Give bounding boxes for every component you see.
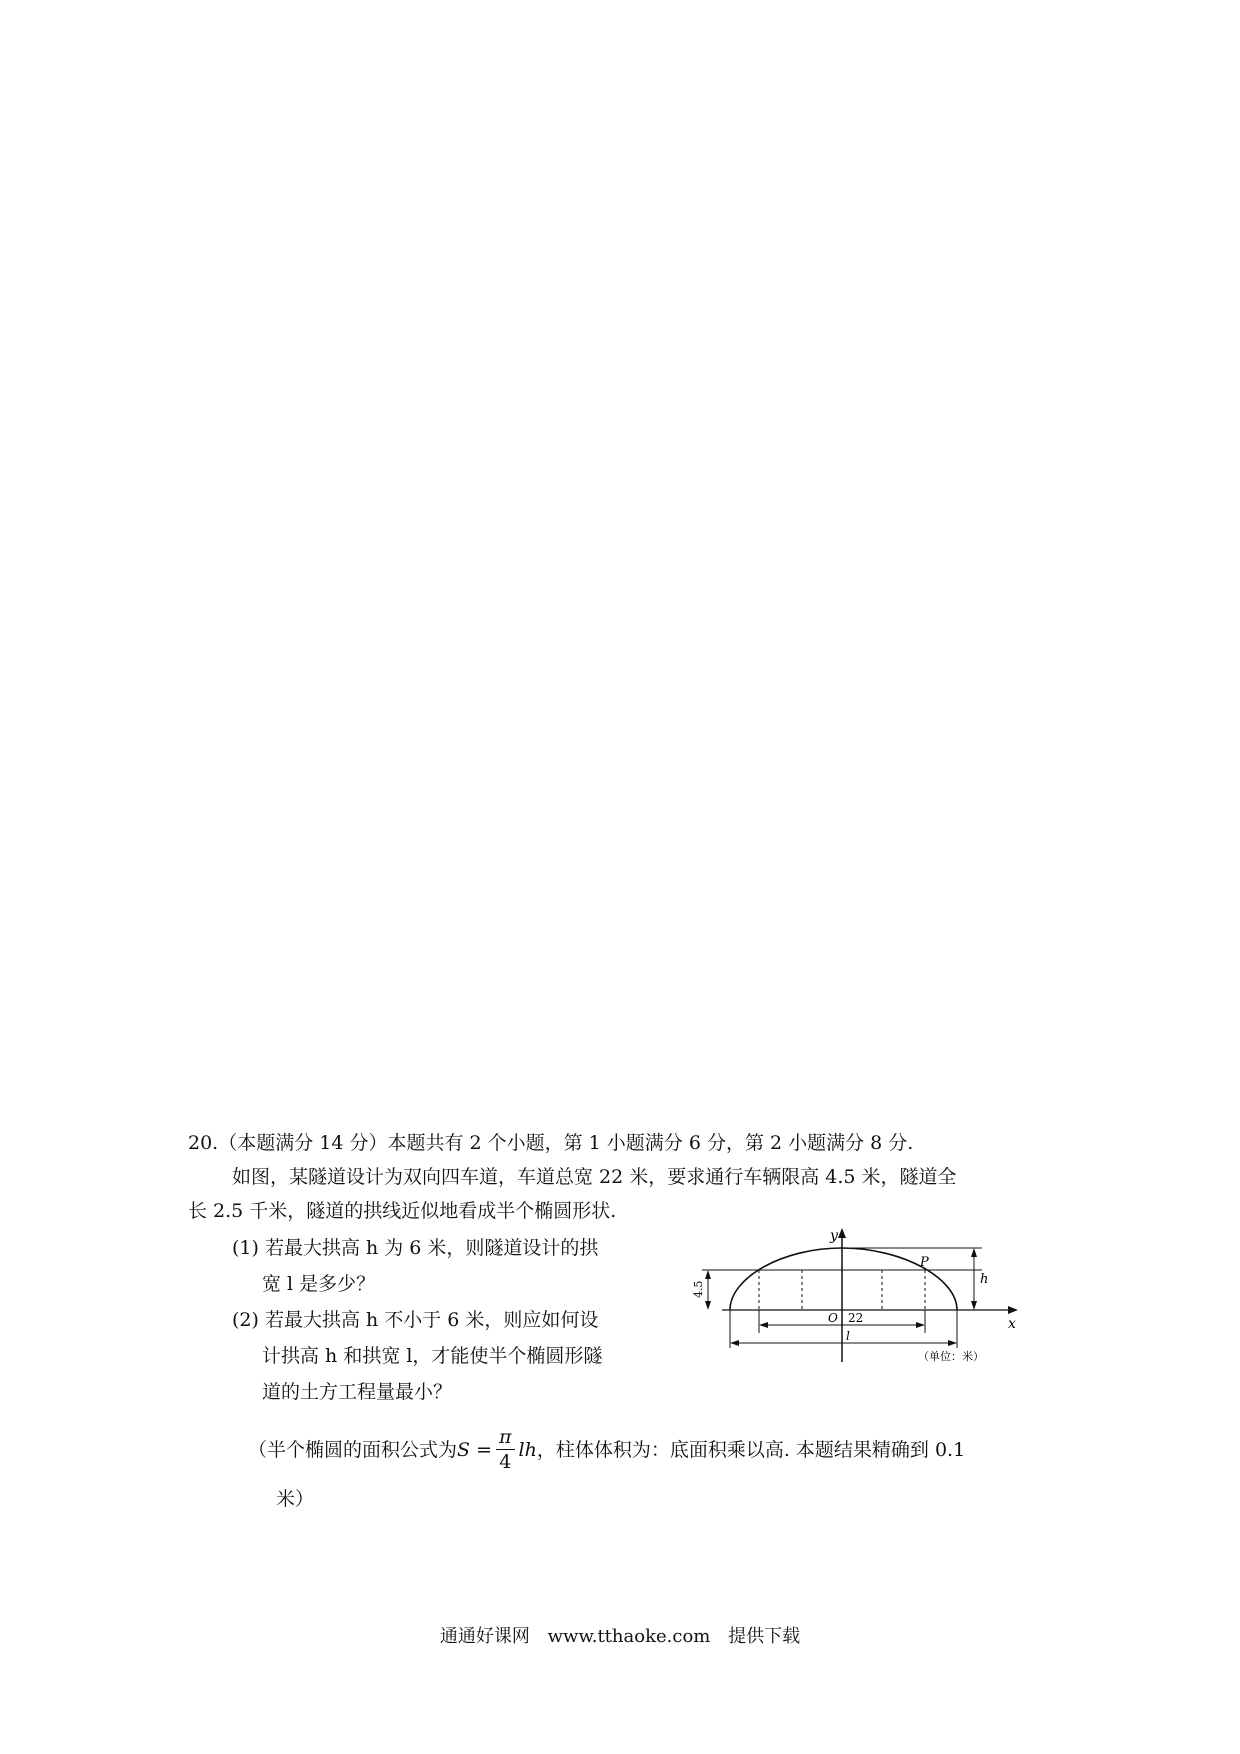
note-suffix: ，柱体体积为：底面积乘以高. 本题结果精确到 0.1 — [536, 1438, 966, 1461]
subquestion-1-line-1: (1) 若最大拱高 h 为 6 米，则隧道设计的拱 — [232, 1237, 599, 1259]
formula-numerator: π — [496, 1425, 515, 1450]
subquestion-1-line-2: 宽 l 是多少？ — [262, 1273, 376, 1295]
footer-url[interactable]: www.tthaoke.com — [547, 1626, 711, 1647]
formula-lhs: S = — [457, 1438, 492, 1461]
formula-fraction — [496, 1425, 515, 1474]
origin-O-label: O — [828, 1311, 838, 1325]
arrow-h-top — [971, 1248, 977, 1257]
point-P-label: P — [920, 1255, 929, 1270]
subquestion-2-line-1: (2) 若最大拱高 h 不小于 6 米，则应如何设 — [232, 1309, 599, 1331]
subquestion-2-line-2: 计拱高 h 和拱宽 l，才能使半个椭圆形隧 — [262, 1345, 603, 1367]
arrow-45-top — [705, 1270, 711, 1279]
unit-caption: （单位：米） — [918, 1350, 984, 1363]
note-prefix: （半个椭圆的面积公式为 — [248, 1438, 458, 1461]
x-axis-arrow — [1008, 1306, 1018, 1314]
arrow-h-bottom — [971, 1301, 977, 1310]
formula-denominator: 4 — [499, 1451, 512, 1473]
formula-note-line-2: 米） — [276, 1488, 315, 1510]
y-axis-arrow — [838, 1228, 846, 1238]
y-axis-label: y — [830, 1228, 838, 1244]
footer-site-name: 通通好课网 — [439, 1626, 530, 1647]
width-l-label: l — [846, 1329, 850, 1343]
arrow-22-right — [916, 1322, 925, 1328]
arrow-45-bottom — [705, 1301, 711, 1310]
subquestion-2-line-3: 道的土方工程量最小？ — [262, 1381, 453, 1403]
footer-suffix: 提供下载 — [728, 1626, 801, 1647]
question-intro-line-2: 长 2.5 千米，隧道的拱线近似地看成半个椭圆形状. — [188, 1200, 617, 1222]
arrow-l-left — [730, 1340, 739, 1346]
page-footer — [0, 1622, 1240, 1648]
formula-rest: lh — [518, 1438, 537, 1461]
height-h-label: h — [980, 1272, 989, 1287]
arrow-22-left — [759, 1322, 768, 1328]
question-heading: 20.（本题满分 14 分）本题共有 2 个小题，第 1 小题满分 6 分，第 2 小题满分 8 分. — [188, 1132, 914, 1154]
arrow-l-right — [948, 1340, 957, 1346]
question-intro-line-1: 如图，某隧道设计为双向四车道，车道总宽 22 米，要求通行车辆限高 4.5 米，隧道全 — [232, 1166, 957, 1188]
height-45-label: 4.5 — [692, 1280, 705, 1298]
formula-note-line-1 — [248, 1425, 965, 1474]
x-axis-label: x — [1008, 1316, 1016, 1332]
tunnel-ellipse-figure — [682, 1228, 1032, 1363]
width-22-label: 22 — [848, 1311, 864, 1325]
